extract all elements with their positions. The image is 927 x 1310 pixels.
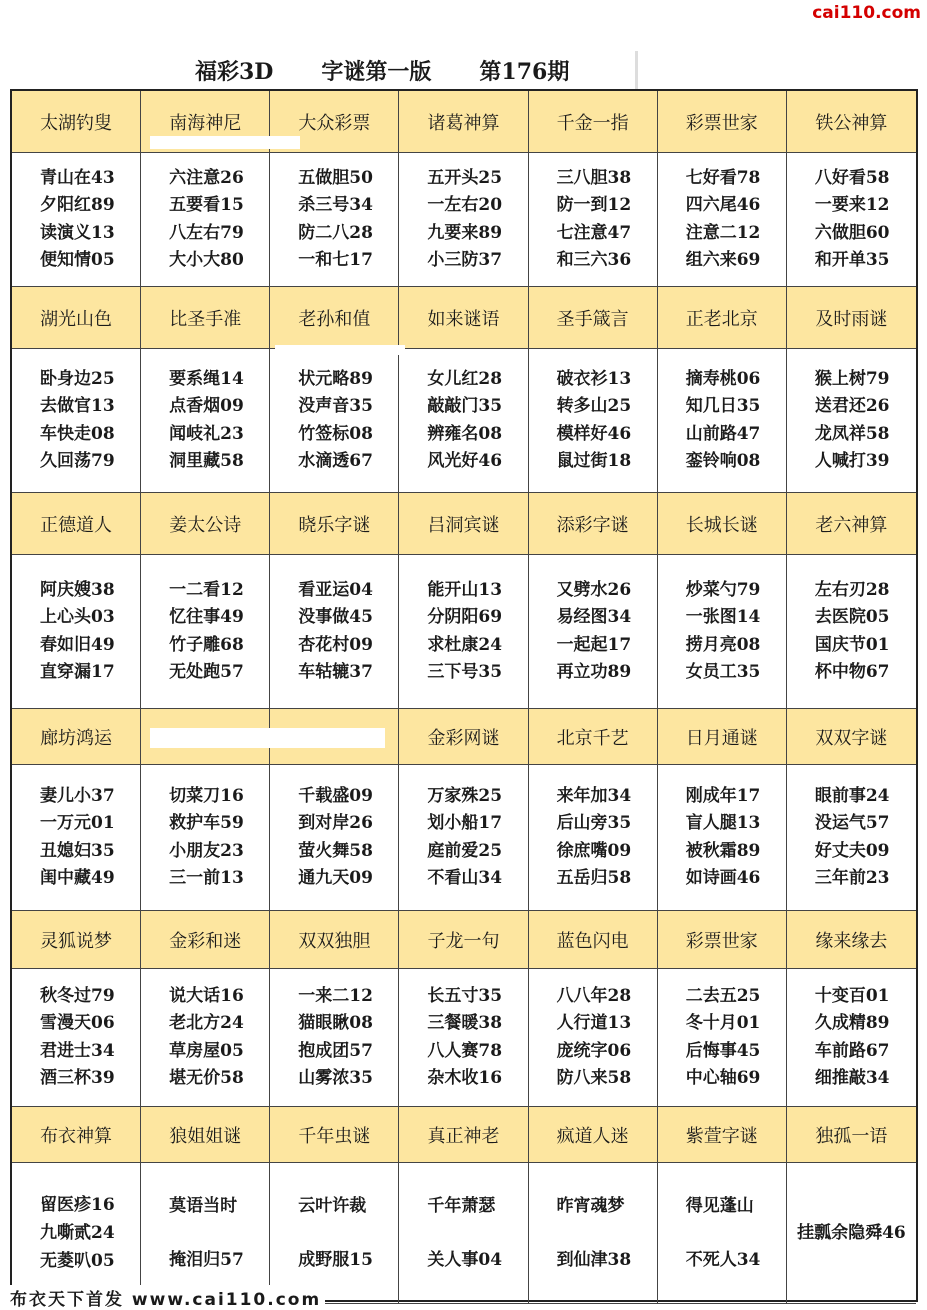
- riddle-line: 和三六36: [556, 250, 632, 270]
- riddle-cell: [270, 349, 399, 493]
- scan-mask: [150, 136, 300, 149]
- riddle-line: 小朋友23: [169, 840, 244, 861]
- riddle-line: 一来二12: [298, 985, 373, 1006]
- riddle-line: 要系绳14: [169, 368, 244, 389]
- riddle-line: 左右刃28: [814, 579, 890, 600]
- riddle-line: 竹子雕68: [169, 634, 244, 655]
- riddle-line: 女儿红28: [427, 368, 503, 389]
- riddle-cell: [141, 555, 270, 709]
- riddle-line: 八左右79: [169, 222, 244, 243]
- riddle-cell: [658, 765, 787, 911]
- riddle-line: 春如旧49: [40, 634, 115, 655]
- riddle-line: 到对岸26: [298, 813, 373, 833]
- riddle-line: 辨雍名08: [427, 423, 503, 444]
- riddle-line: 防一到12: [556, 195, 632, 215]
- column-header: 长城长谜: [658, 493, 787, 555]
- riddle-line: 三餐暖38: [427, 1013, 503, 1033]
- column-header: 大众彩票: [270, 91, 399, 153]
- riddle-line: 求杜康24: [427, 634, 503, 655]
- riddle-line: 五开头25: [427, 167, 503, 188]
- riddle-line: 如诗画46: [685, 868, 761, 888]
- site-brand-top: cai110.com: [812, 3, 921, 23]
- riddle-line: 庞统字06: [556, 1040, 632, 1061]
- riddle-cell: [787, 969, 916, 1107]
- riddle-cell: [529, 555, 658, 709]
- riddle-line: 一张图14: [685, 607, 761, 627]
- column-header: 老孙和值: [270, 287, 399, 349]
- riddle-line: 六注意26: [169, 167, 244, 188]
- riddle-line: 无处跑57: [169, 662, 244, 682]
- riddle-line: 大小大80: [169, 250, 244, 270]
- riddle-cell: [787, 765, 916, 911]
- riddle-cell: [12, 969, 141, 1107]
- riddle-line: 水滴透67: [298, 451, 373, 471]
- riddle-cell: [12, 349, 141, 493]
- riddle-line: 老北方24: [169, 1013, 244, 1033]
- riddle-line: 细推敲34: [814, 1068, 890, 1088]
- column-header: 疯道人迷: [529, 1107, 658, 1163]
- riddle-line: 雪漫天06: [40, 1013, 115, 1033]
- riddle-line: 和开单35: [814, 250, 890, 270]
- riddle-line: 猴上树79: [814, 368, 890, 389]
- riddle-cell: [529, 349, 658, 493]
- column-header: 布衣神算: [12, 1107, 141, 1163]
- riddle-line: 转多山25: [556, 396, 632, 416]
- riddle-cell: [787, 349, 916, 493]
- column-header: 老六神算: [787, 493, 916, 555]
- riddle-line: 君进士34: [40, 1040, 115, 1061]
- column-header: 南海神尼: [141, 91, 270, 153]
- riddle-line: 送君还26: [814, 396, 890, 416]
- riddle-line: 掩泪归57: [169, 1250, 244, 1270]
- title-lottery: 福彩3D: [195, 58, 274, 85]
- column-header: 姜太公诗: [141, 493, 270, 555]
- column-header: 日月通谜: [658, 709, 787, 765]
- riddle-line: 刚成年17: [685, 785, 761, 806]
- riddle-line: 小三防37: [427, 250, 503, 270]
- column-header: 子龙一句: [399, 911, 528, 969]
- riddle-line: 上心头03: [40, 607, 115, 627]
- riddle-line: 卧身边25: [40, 368, 115, 389]
- riddle-line: 昨宵魂梦: [556, 1196, 625, 1216]
- riddle-line: 注意二12: [685, 222, 761, 243]
- riddle-line: 四六尾46: [685, 195, 761, 215]
- riddle-line: 再立功89: [556, 662, 632, 682]
- riddle-line: 组六来69: [685, 250, 761, 270]
- riddle-cell: [12, 1163, 141, 1304]
- column-header: 铁公神算: [787, 91, 916, 153]
- riddle-line: 成野服15: [298, 1250, 373, 1270]
- column-header: 廊坊鸿运: [12, 709, 141, 765]
- riddle-cell: [270, 1163, 399, 1304]
- riddle-line: 点香烟09: [169, 396, 244, 416]
- riddle-cell: [399, 969, 528, 1107]
- riddle-cell: [399, 153, 528, 287]
- page-title: [195, 48, 635, 92]
- riddle-line: 萤火舞58: [298, 840, 373, 861]
- column-header: 双双独胆: [270, 911, 399, 969]
- riddle-line: 丑媳妇35: [40, 840, 115, 861]
- riddle-line: 久回荡79: [40, 451, 115, 471]
- riddle-cell: [658, 153, 787, 287]
- riddle-cell: [270, 555, 399, 709]
- riddle-line: 九嘶贰24: [40, 1223, 115, 1243]
- column-header: 诸葛神算: [399, 91, 528, 153]
- riddle-line: 得见蓬山: [685, 1196, 754, 1216]
- riddle-line: 没运气57: [814, 813, 890, 833]
- riddle-line: 五岳归58: [556, 868, 632, 888]
- riddle-line: 中心轴69: [685, 1068, 761, 1088]
- riddle-line: 七好看78: [685, 167, 761, 188]
- column-header: 真正神老: [399, 1107, 528, 1163]
- riddle-line: 千载盛09: [298, 785, 373, 806]
- riddle-line: 便知情05: [40, 250, 115, 270]
- riddle-line: 好丈夫09: [814, 840, 890, 861]
- riddle-line: 人喊打39: [814, 451, 890, 471]
- riddle-line: 阿庆嫂38: [40, 579, 115, 600]
- column-header: 圣手箴言: [529, 287, 658, 349]
- riddle-line: 状元略89: [298, 368, 373, 389]
- riddle-line: 防二八28: [298, 222, 373, 243]
- scan-mask: [150, 728, 385, 748]
- riddle-line: 冬十月01: [685, 1013, 761, 1033]
- riddle-line: 山雾浓35: [298, 1068, 373, 1088]
- riddle-line: 摘寿桃06: [685, 368, 761, 389]
- column-header: 独孤一语: [787, 1107, 916, 1163]
- riddle-line: 到仙津38: [556, 1250, 632, 1270]
- riddle-line: 五做胆50: [298, 167, 373, 188]
- riddle-cell: [12, 765, 141, 911]
- column-header: 吕洞宾谜: [399, 493, 528, 555]
- riddle-line: 青山在43: [40, 167, 115, 188]
- riddle-line: 挂瓢余隐舜46: [797, 1223, 906, 1243]
- column-header: 如来谜语: [399, 287, 528, 349]
- riddle-line: 二去五25: [685, 985, 761, 1006]
- riddle-line: 关人事04: [427, 1250, 503, 1270]
- riddle-cell: [12, 555, 141, 709]
- riddle-line: 长五寸35: [427, 985, 503, 1006]
- riddle-line: 直穿漏17: [40, 662, 115, 682]
- riddle-cell: [141, 1163, 270, 1304]
- riddle-line: 万家殊25: [427, 785, 503, 806]
- riddle-line: 去做官13: [40, 396, 115, 416]
- riddle-line: 久成精89: [814, 1013, 890, 1033]
- riddle-line: 后悔事45: [685, 1040, 761, 1061]
- column-header: 及时雨谜: [787, 287, 916, 349]
- riddle-line: 猫眼瞅08: [298, 1013, 373, 1033]
- riddle-line: 没事做45: [298, 607, 373, 627]
- riddle-line: 风光好46: [427, 451, 503, 471]
- riddle-line: 杯中物67: [814, 662, 890, 682]
- riddle-line: 杂木收16: [427, 1068, 503, 1088]
- riddle-line: 一左右20: [427, 195, 503, 215]
- riddle-line: 草房屋05: [169, 1040, 244, 1061]
- riddle-cell: [270, 969, 399, 1107]
- riddle-cell: [270, 765, 399, 911]
- riddle-line: 国庆节01: [814, 634, 890, 655]
- riddle-line: 一二看12: [169, 579, 244, 600]
- riddle-line: 一万元01: [40, 813, 115, 833]
- riddle-line: 去医院05: [814, 607, 890, 627]
- riddle-cell: [399, 349, 528, 493]
- riddle-line: 留医疹16: [40, 1195, 115, 1215]
- riddle-line: 一和七17: [298, 250, 373, 270]
- column-header: 正老北京: [658, 287, 787, 349]
- riddle-cell: [270, 153, 399, 287]
- column-header: 北京千艺: [529, 709, 658, 765]
- riddle-line: 五要看15: [169, 195, 244, 215]
- riddle-cell: [529, 765, 658, 911]
- riddle-cell: [141, 349, 270, 493]
- riddle-line: 知几日35: [685, 396, 761, 416]
- riddle-line: 女员工35: [685, 662, 761, 682]
- riddle-line: 一要来12: [814, 195, 890, 215]
- riddle-line: 闻岐礼23: [169, 423, 244, 444]
- riddle-line: 救护车59: [169, 813, 244, 833]
- riddle-line: 分阴阳69: [427, 607, 503, 627]
- riddle-cell: [12, 153, 141, 287]
- title-issue: 第176期: [479, 58, 570, 85]
- riddle-cell: [658, 555, 787, 709]
- column-header: 灵狐说梦: [12, 911, 141, 969]
- riddle-line: 夕阳红89: [40, 195, 115, 215]
- riddle-line: 千年萧瑟: [427, 1196, 496, 1216]
- riddle-line: 九要来89: [427, 222, 503, 243]
- riddle-line: 堪无价58: [169, 1068, 244, 1088]
- riddle-line: 八八年28: [556, 985, 632, 1006]
- column-header: 太湖钓叟: [12, 91, 141, 153]
- riddle-cell: [787, 1163, 916, 1304]
- column-header: 金彩网谜: [399, 709, 528, 765]
- riddle-line: 洞里藏58: [169, 451, 244, 471]
- riddle-cell: [658, 349, 787, 493]
- column-header: 晓乐字谜: [270, 493, 399, 555]
- site-brand-bottom: 布衣天下首发 www.cai110.com: [6, 1285, 325, 1310]
- riddle-line: 竹签标08: [298, 423, 373, 444]
- riddle-line: 六做胆60: [814, 222, 890, 243]
- column-header: 添彩字谜: [529, 493, 658, 555]
- column-header: 紫萱字谜: [658, 1107, 787, 1163]
- riddle-cell: [399, 765, 528, 911]
- riddle-line: 通九天09: [298, 868, 373, 888]
- column-header: 彩票世家: [658, 911, 787, 969]
- riddle-line: 八人赛78: [427, 1040, 503, 1061]
- riddle-cell: [141, 969, 270, 1107]
- riddle-line: 人行道13: [556, 1013, 632, 1033]
- riddle-line: 又劈水26: [556, 579, 632, 600]
- column-header: 蓝色闪电: [529, 911, 658, 969]
- riddle-line: 无菱叭05: [40, 1251, 115, 1271]
- riddle-line: 七注意47: [556, 222, 632, 243]
- column-header: 狼姐姐谜: [141, 1107, 270, 1163]
- column-header: 湖光山色: [12, 287, 141, 349]
- riddle-line: 八好看58: [814, 167, 890, 188]
- riddle-line: 酒三杯39: [40, 1068, 115, 1088]
- riddle-line: 庭前爱25: [427, 840, 503, 861]
- riddle-cell: [141, 765, 270, 911]
- riddle-cell: [529, 153, 658, 287]
- riddle-line: 鼠过街18: [556, 451, 632, 471]
- column-header: 彩票世家: [658, 91, 787, 153]
- riddle-cell: [658, 1163, 787, 1304]
- riddle-line: 闺中藏49: [40, 868, 115, 888]
- riddle-line: 三下号35: [427, 662, 503, 682]
- title-edition: 字谜第一版: [321, 58, 432, 85]
- riddle-line: 敲敲门35: [427, 396, 503, 416]
- riddle-line: 妻儿小37: [40, 785, 115, 806]
- riddle-line: 说大话16: [169, 985, 244, 1006]
- riddle-table: [10, 89, 918, 1302]
- riddle-cell: [787, 555, 916, 709]
- riddle-line: 三八胆38: [556, 167, 632, 188]
- riddle-line: 銮铃响08: [685, 451, 761, 471]
- riddle-cell: [658, 969, 787, 1107]
- riddle-line: 破衣衫13: [556, 368, 632, 389]
- column-header: 比圣手准: [141, 287, 270, 349]
- riddle-line: 眼前事24: [814, 785, 890, 806]
- riddle-line: 看亚运04: [298, 579, 373, 600]
- riddle-line: 车快走08: [40, 423, 115, 444]
- riddle-cell: [787, 153, 916, 287]
- riddle-cell: [529, 1163, 658, 1304]
- riddle-line: 后山旁35: [556, 813, 632, 833]
- riddle-line: 杏花村09: [298, 634, 373, 655]
- riddle-line: 徐庶嘴09: [556, 840, 632, 861]
- column-header: 缘来缘去: [787, 911, 916, 969]
- riddle-line: 山前路47: [685, 423, 761, 444]
- riddle-line: 云叶许裁: [298, 1196, 367, 1216]
- riddle-line: 莫语当时: [169, 1196, 238, 1216]
- riddle-cell: [399, 1163, 528, 1304]
- riddle-line: 三一前13: [169, 868, 244, 888]
- column-header: 正德道人: [12, 493, 141, 555]
- riddle-line: 盲人腿13: [685, 813, 761, 833]
- scan-mask: [275, 345, 405, 355]
- riddle-line: 忆往事49: [169, 607, 244, 627]
- riddle-line: 三年前23: [814, 868, 890, 888]
- riddle-line: 不看山34: [427, 868, 503, 888]
- column-header: 金彩和迷: [141, 911, 270, 969]
- riddle-cell: [141, 153, 270, 287]
- riddle-line: 没声音35: [298, 396, 373, 416]
- riddle-line: 不死人34: [685, 1250, 761, 1270]
- riddle-line: 捞月亮08: [685, 634, 761, 655]
- riddle-cell: [399, 555, 528, 709]
- riddle-line: 杀三号34: [298, 195, 373, 215]
- riddle-line: 模样好46: [556, 423, 632, 444]
- riddle-line: 切菜刀16: [169, 785, 244, 806]
- riddle-line: 十变百01: [814, 985, 890, 1006]
- riddle-line: 秋冬过79: [40, 985, 115, 1006]
- riddle-line: 车轱辘37: [298, 662, 373, 682]
- riddle-line: 来年加34: [556, 785, 632, 806]
- column-header: 千金一指: [529, 91, 658, 153]
- column-header: 千年虫谜: [270, 1107, 399, 1163]
- riddle-line: 一起起17: [556, 634, 632, 655]
- riddle-line: 读演义13: [40, 222, 115, 243]
- riddle-cell: [529, 969, 658, 1107]
- riddle-line: 被秋霜89: [685, 840, 761, 861]
- riddle-line: 划小船17: [427, 813, 503, 833]
- riddle-line: 易经图34: [556, 607, 632, 627]
- riddle-line: 能开山13: [427, 579, 503, 600]
- riddle-line: 防八来58: [556, 1068, 632, 1088]
- column-header: 双双字谜: [787, 709, 916, 765]
- riddle-line: 炒菜勺79: [685, 579, 761, 600]
- riddle-line: 车前路67: [814, 1040, 890, 1061]
- riddle-line: 龙凤祥58: [814, 423, 890, 444]
- riddle-line: 抱成团57: [298, 1040, 373, 1061]
